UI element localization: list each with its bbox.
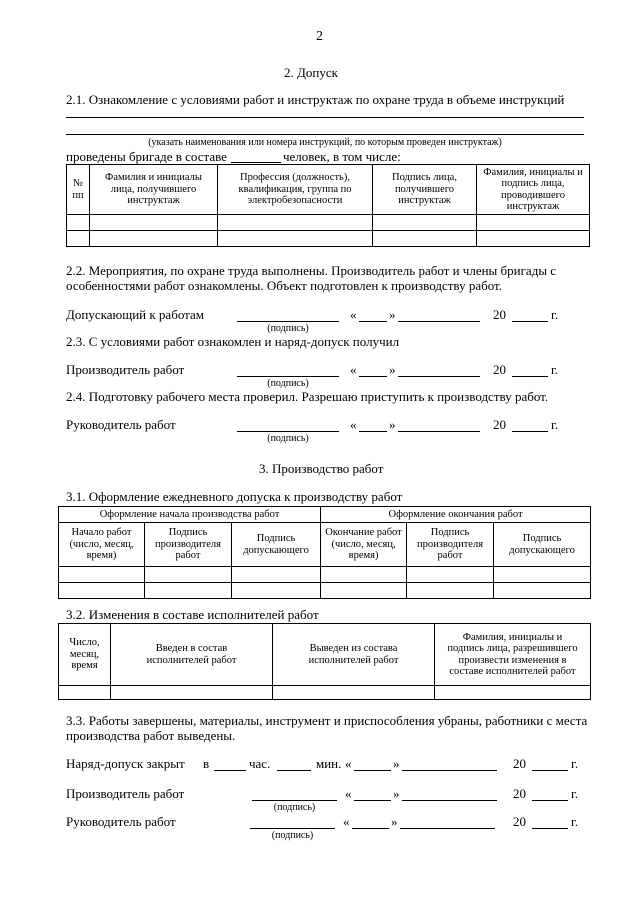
col-end-time: Окончание работ (число, месяц, время): [321, 523, 407, 567]
brigade-count-field[interactable]: [231, 162, 281, 163]
section-3-title: 3. Производство работ: [259, 461, 384, 476]
table-row: [59, 686, 591, 700]
final-producer-year-field[interactable]: [532, 800, 568, 801]
instruction-table: [66, 164, 590, 247]
admitting-label: Допускающий к работам: [66, 307, 204, 322]
producer-month-field[interactable]: [398, 376, 480, 377]
page-number: 2: [316, 29, 323, 44]
col-added: Введен в состав исполнителей работ: [111, 624, 273, 686]
brigade-prefix: проведены бригаде в составе: [66, 149, 227, 164]
year-prefix: 20: [513, 756, 526, 771]
manager-month-field[interactable]: [398, 431, 480, 432]
closed-month-field[interactable]: [402, 770, 497, 771]
date-close-quote: »: [389, 307, 396, 322]
final-manager-day-field[interactable]: [352, 828, 389, 829]
col-end-producer-signature: Подпись производителя работ: [407, 523, 494, 567]
date-close-quote: »: [389, 417, 396, 432]
admitting-day-field[interactable]: [359, 321, 387, 322]
col-trainee-signature: Подпись лица, получившего инструктаж: [373, 165, 477, 215]
admitting-month-field[interactable]: [398, 321, 480, 322]
instructions-line-1[interactable]: [66, 117, 584, 118]
admitting-signature-caption: (подпись): [267, 323, 309, 334]
year-prefix: 20: [493, 417, 506, 432]
year-suffix: г.: [551, 362, 559, 377]
year-suffix: г.: [571, 786, 579, 801]
col-date-time: Число, месяц, время: [59, 624, 111, 686]
producer-signature-field[interactable]: [237, 376, 339, 377]
paragraph-2-2-line-1: 2.2. Мероприятия, по охране труда выполнены. Производитель работ и члены бригады с: [66, 263, 557, 278]
col-removed: Выведен из состава исполнителей работ: [273, 624, 435, 686]
closed-hours-field[interactable]: [214, 770, 246, 771]
paragraph-3-3-line-1: 3.3. Работы завершены, материалы, инструмент и приспособления убраны, работники с места: [66, 713, 588, 728]
year-suffix: г.: [551, 417, 559, 432]
date-close-quote: »: [389, 362, 396, 377]
closed-year-field[interactable]: [532, 770, 568, 771]
date-open-quote: «: [345, 786, 352, 801]
table-row: [59, 583, 591, 599]
manager-year-field[interactable]: [512, 431, 548, 432]
closed-hours-label: час.: [249, 756, 271, 771]
paragraph-3-1: 3.1. Оформление ежедневного допуска к производству работ: [66, 489, 403, 504]
final-manager-label: Руководитель работ: [66, 814, 176, 829]
daily-admission-table: [58, 506, 591, 599]
final-producer-label: Производитель работ: [66, 786, 185, 801]
producer-year-field[interactable]: [512, 376, 548, 377]
closed-label: Наряд-допуск закрыт: [66, 756, 185, 771]
closed-in: в: [203, 756, 210, 771]
col-number: № пп: [67, 165, 90, 215]
year-suffix: г.: [551, 307, 559, 322]
col-trainee-name: Фамилия и инициалы лица, получившего инструктаж: [90, 165, 218, 215]
table-row: [59, 567, 591, 583]
producer-day-field[interactable]: [359, 376, 387, 377]
section-2-title: 2. Допуск: [284, 65, 338, 80]
final-producer-signature-caption: (подпись): [273, 802, 316, 813]
closed-day-field[interactable]: [354, 770, 391, 771]
table-row: [67, 231, 590, 247]
date-open-quote: «: [345, 756, 352, 771]
col-start-producer-signature: Подпись производителя работ: [145, 523, 232, 567]
date-open-quote: «: [350, 417, 357, 432]
admitting-year-field[interactable]: [512, 321, 548, 322]
manager-label: Руководитель работ: [66, 417, 176, 432]
staff-changes-table: [58, 623, 591, 700]
paragraph-2-2-line-2: особенностями работ ознакомлены. Объект подготовлен к производству работ.: [66, 278, 503, 293]
col-instructor: Фамилия, инициалы и подпись лица, проводившего инструктаж: [477, 165, 590, 215]
year-prefix: 20: [513, 786, 526, 801]
group-end-header: Оформление окончания работ: [321, 507, 591, 523]
manager-signature-caption: (подпись): [267, 433, 309, 444]
closed-minutes-field[interactable]: [277, 770, 311, 771]
year-suffix: г.: [571, 814, 579, 829]
admitting-signature-field[interactable]: [237, 321, 339, 322]
final-producer-signature-field[interactable]: [252, 800, 337, 801]
instructions-line-2[interactable]: [66, 134, 584, 135]
paragraph-2-3: 2.3. С условиями работ ознакомлен и наряд-допуск получил: [66, 334, 400, 349]
year-prefix: 20: [513, 814, 526, 829]
manager-signature-field[interactable]: [237, 431, 339, 432]
paragraph-2-4: 2.4. Подготовку рабочего места проверил. Разрешаю приступить к производству работ.: [66, 389, 549, 404]
group-start-header: Оформление начала производства работ: [59, 507, 321, 523]
col-start-admitting-signature: Подпись допускающего: [232, 523, 321, 567]
producer-label: Производитель работ: [66, 362, 185, 377]
closed-minutes-label: мин.: [316, 756, 342, 771]
paragraph-2-1: 2.1. Ознакомление с условиями работ и инструктаж по охране труда в объеме инструкций: [66, 92, 565, 107]
year-prefix: 20: [493, 307, 506, 322]
col-authorizer: Фамилия, инициалы и подпись лица, разрешившего произвести изменения в составе исполнителей работ: [435, 624, 591, 686]
year-suffix: г.: [571, 756, 579, 771]
col-end-admitting-signature: Подпись допускающего: [494, 523, 591, 567]
final-manager-signature-caption: (подпись): [271, 830, 314, 841]
final-manager-signature-field[interactable]: [250, 828, 335, 829]
date-open-quote: «: [350, 307, 357, 322]
instructions-caption: (указать наименования или номера инструкций, по которым проведен инструктаж): [148, 137, 502, 148]
year-prefix: 20: [493, 362, 506, 377]
col-profession: Профессия (должность), квалификация, группа по электробезопасности: [218, 165, 373, 215]
paragraph-3-2: 3.2. Изменения в составе исполнителей работ: [66, 607, 319, 622]
final-producer-day-field[interactable]: [354, 800, 391, 801]
final-manager-year-field[interactable]: [532, 828, 568, 829]
date-open-quote: «: [343, 814, 350, 829]
brigade-suffix: человек, в том числе:: [283, 149, 401, 164]
date-close-quote: »: [391, 814, 398, 829]
final-producer-month-field[interactable]: [402, 800, 497, 801]
manager-day-field[interactable]: [359, 431, 387, 432]
producer-signature-caption: (подпись): [267, 378, 309, 389]
paragraph-3-3-line-2: производства работ выведены.: [66, 728, 236, 743]
date-close-quote: »: [393, 756, 400, 771]
date-open-quote: «: [350, 362, 357, 377]
date-close-quote: »: [393, 786, 400, 801]
table-row: [67, 215, 590, 231]
col-start-time: Начало работ (число, месяц, время): [59, 523, 145, 567]
final-manager-month-field[interactable]: [400, 828, 495, 829]
